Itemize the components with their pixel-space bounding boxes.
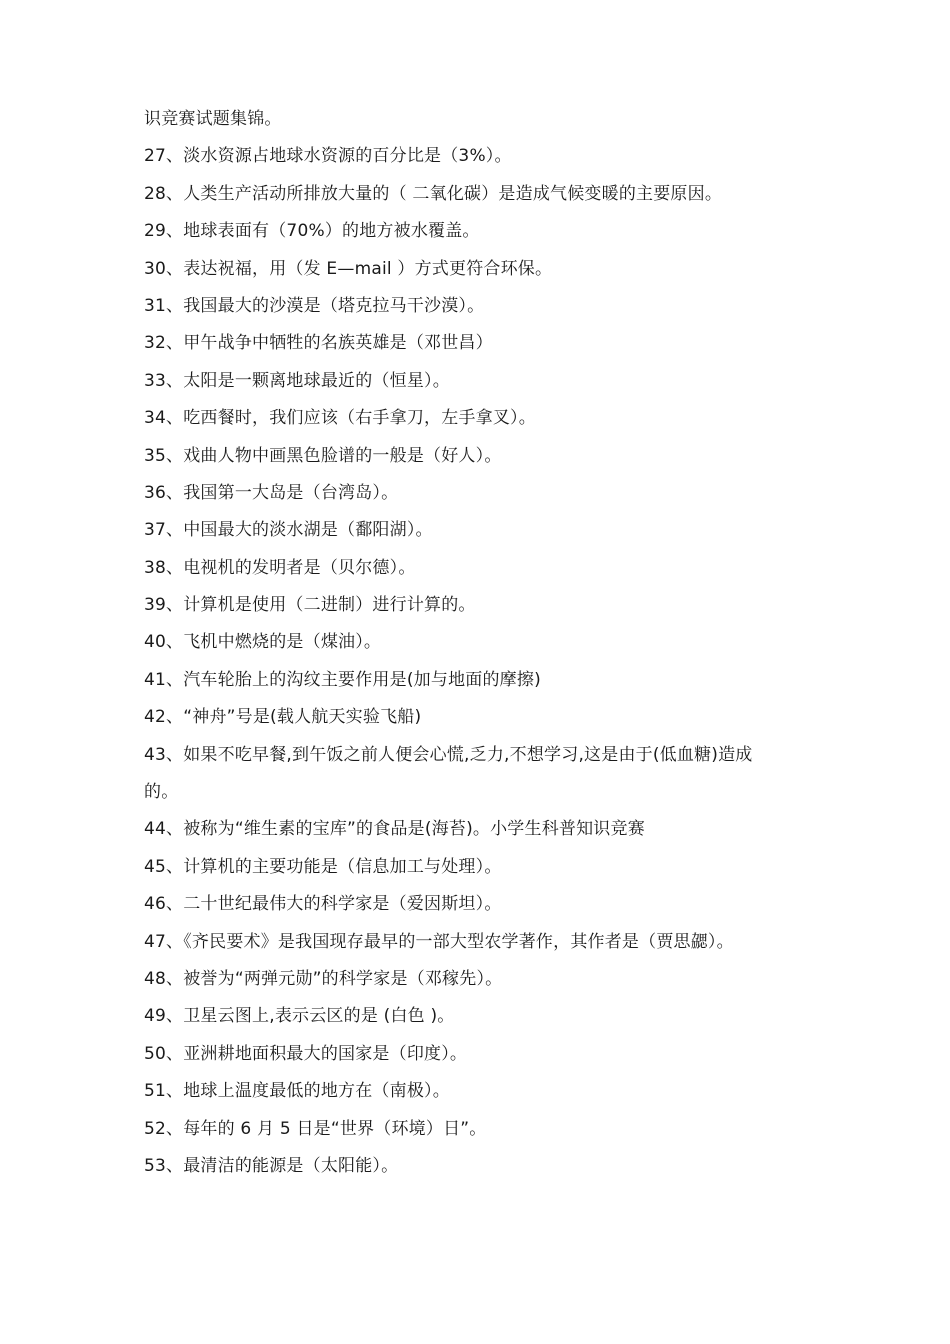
quiz-item-50: 50、亚洲耕地面积最大的国家是（印度）。 [144, 1043, 468, 1064]
quiz-item-30: 30、表达祝福，用（发 E—mail ）方式更符合环保。 [144, 258, 553, 279]
quiz-item-33: 33、太阳是一颗离地球最近的（恒星）。 [144, 370, 450, 391]
quiz-item-53: 53、最清洁的能源是（太阳能）。 [144, 1155, 399, 1176]
quiz-item-29: 29、地球表面有（70%）的地方被水覆盖。 [144, 221, 480, 242]
quiz-item-42: 42、“神舟”号是(载人航天实验飞船) [144, 707, 422, 728]
quiz-item-52: 52、每年的 6 月 5 日是“世界（环境）日”。 [144, 1118, 487, 1139]
quiz-item-40: 40、飞机中燃烧的是（煤油）。 [144, 632, 382, 653]
quiz-item-41: 41、汽车轮胎上的沟纹主要作用是(加与地面的摩擦) [144, 669, 541, 690]
document-body [144, 101, 834, 1185]
quiz-item-31: 31、我国最大的沙漠是（塔克拉马干沙漠）。 [144, 295, 485, 316]
quiz-item-48: 48、被誉为“两弹元勋”的科学家是（邓稼先）。 [144, 968, 503, 989]
quiz-item-28: 28、人类生产活动所排放大量的（ 二氧化碳）是造成气候变暖的主要原因。 [144, 183, 723, 204]
quiz-item-46: 46、二十世纪最伟大的科学家是（爱因斯坦）。 [144, 894, 502, 915]
quiz-item-37: 37、中国最大的淡水湖是（鄱阳湖）。 [144, 520, 433, 541]
quiz-item-35: 35、戏曲人物中画黑色脸谱的一般是（好人）。 [144, 445, 502, 466]
quiz-item-39: 39、计算机是使用（二进制）进行计算的。 [144, 595, 476, 616]
quiz-item-45: 45、计算机的主要功能是（信息加工与处理）。 [144, 856, 502, 877]
quiz-item-27: 27、淡水资源占地球水资源的百分比是（3%）。 [144, 146, 512, 167]
quiz-item-43-continued: 的。 [144, 782, 179, 803]
quiz-item-32: 32、甲午战争中牺牲的名族英雄是（邓世昌） [144, 333, 493, 354]
quiz-item-34: 34、吃西餐时，我们应该（右手拿刀，左手拿叉）。 [144, 408, 536, 429]
quiz-item-49: 49、卫星云图上,表示云区的是 (白色 )。 [144, 1006, 455, 1027]
quiz-item-51: 51、地球上温度最低的地方在（南极）。 [144, 1081, 450, 1102]
quiz-item-44: 44、被称为“维生素的宝库”的食品是(海苔)。小学生科普知识竞赛 [144, 819, 645, 840]
quiz-item-47: 47、《齐民要术》是我国现存最早的一部大型农学著作，其作者是（贾思勰）。 [144, 931, 734, 952]
quiz-item-43: 43、如果不吃早餐,到午饭之前人便会心慌,乏力,不想学习,这是由于(低血糖)造成 [144, 744, 753, 765]
text-line: 识竞赛试题集锦。 [144, 109, 282, 129]
quiz-item-38: 38、电视机的发明者是（贝尔德）。 [144, 557, 416, 578]
quiz-item-36: 36、我国第一大岛是（台湾岛）。 [144, 482, 399, 503]
